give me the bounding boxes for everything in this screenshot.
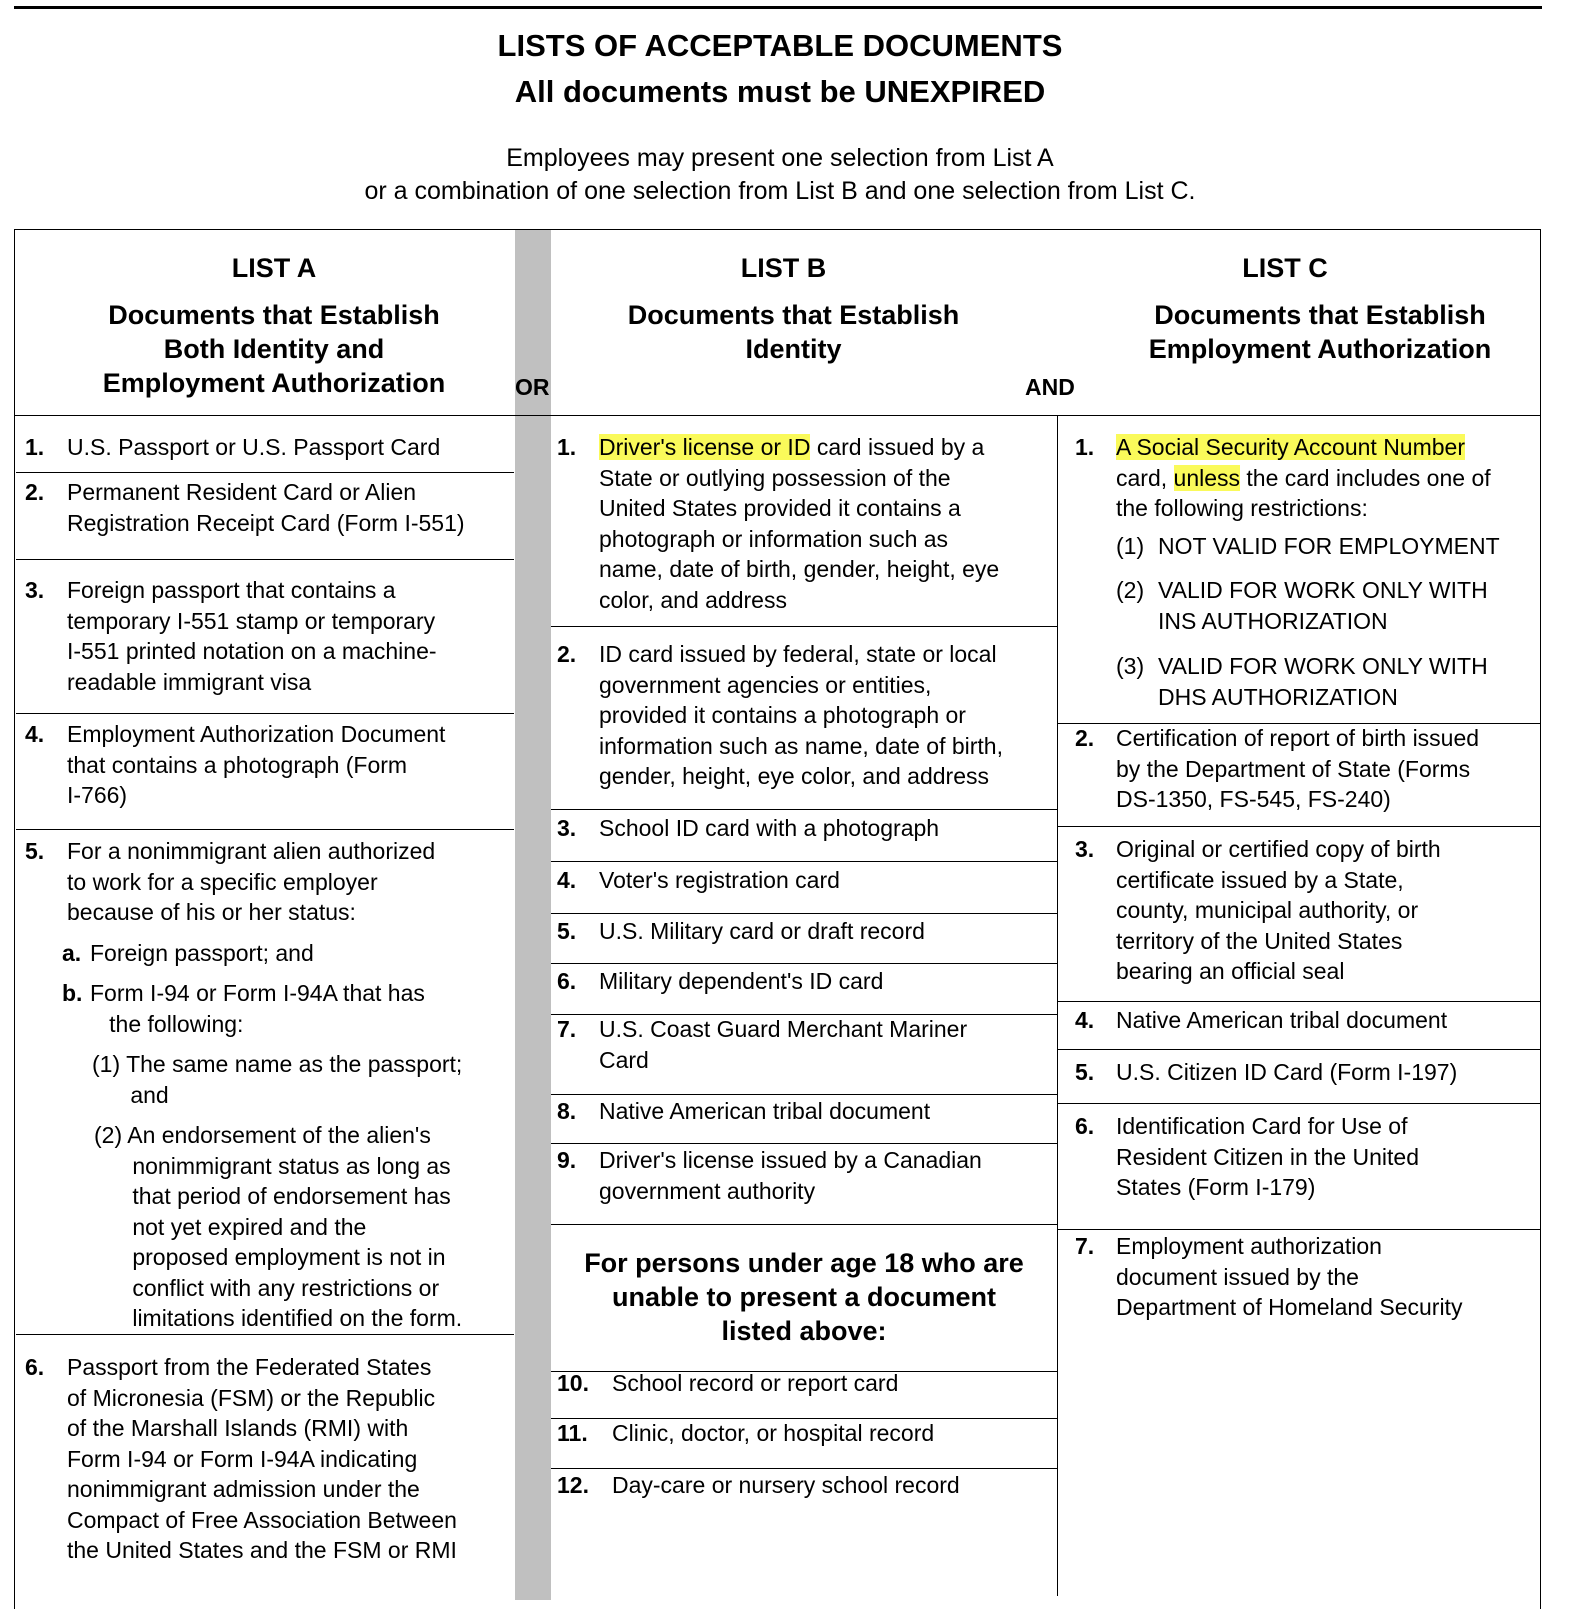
list-c-header xyxy=(1100,252,1540,366)
divider xyxy=(551,1468,1057,1469)
divider xyxy=(1057,1103,1541,1104)
or-label: OR xyxy=(515,374,550,400)
list-b-item-1-text xyxy=(599,432,999,615)
list-a-item-5b-2: (2) An endorsement of the alien's nonimmigrant status as long as that period of endorsement has not yet expired and the proposed employment is not in conflict with any restrictions or limitations identified on the form. xyxy=(94,1122,463,1331)
divider xyxy=(551,1224,1057,1225)
highlight: unless xyxy=(1173,464,1241,491)
list-c-description: Documents that Establish Employment Authorization xyxy=(1148,300,1492,364)
divider xyxy=(551,626,1057,627)
list-a-header xyxy=(14,252,534,400)
text: card issued by a State or outlying possession of the United States provided it contains a photograph or information such as name, date of birth, gender, height, eye color, and address xyxy=(599,434,1000,613)
header-divider xyxy=(14,415,1541,416)
text: card, xyxy=(1116,464,1174,491)
list-c-item-1-text xyxy=(1116,432,1491,524)
intro-line-1: Employees may present one selection from List A xyxy=(506,144,1054,172)
text: the card includes one of xyxy=(1240,464,1491,491)
list-b-description: Documents that Establish Identity xyxy=(627,300,960,364)
divider xyxy=(551,1143,1057,1144)
list-c-label: LIST C xyxy=(1242,253,1328,283)
list-b-header xyxy=(551,252,1036,366)
list-a-description: Documents that Establish Both Identity and Employment Authorization xyxy=(102,300,446,398)
or-separator-bar xyxy=(515,230,551,1600)
divider xyxy=(16,829,514,830)
page-subtitle: All documents must be UNEXPIRED xyxy=(514,74,1046,109)
divider xyxy=(1057,826,1541,827)
divider xyxy=(16,1334,514,1335)
divider xyxy=(16,713,514,714)
divider xyxy=(551,861,1057,862)
divider xyxy=(551,913,1057,914)
text: the following restrictions: xyxy=(1116,495,1368,521)
divider xyxy=(551,1094,1057,1095)
list-a-item-5b-1: (1) The same name as the passport; and xyxy=(92,1051,463,1108)
divider xyxy=(1057,1229,1541,1230)
page-title: LISTS OF ACCEPTABLE DOCUMENTS xyxy=(497,28,1063,63)
top-rule xyxy=(14,6,1542,9)
divider xyxy=(16,559,514,560)
intro-line-2: or a combination of one selection from List B and one selection from List C. xyxy=(364,177,1196,205)
list-b-label: LIST B xyxy=(740,253,827,283)
divider xyxy=(551,963,1057,964)
divider xyxy=(1057,1001,1541,1002)
divider xyxy=(1057,1049,1541,1050)
minor-heading: For persons under age 18 who are unable to present a document listed above: xyxy=(584,1248,1024,1346)
highlight: A Social Security Account Number xyxy=(1116,434,1465,460)
divider xyxy=(16,472,514,473)
and-label: AND xyxy=(1025,374,1075,400)
highlight: Driver's license or ID xyxy=(599,434,811,460)
list-a-label: LIST A xyxy=(231,253,317,283)
list-b-c-divider xyxy=(1057,416,1058,1596)
divider xyxy=(551,809,1057,810)
